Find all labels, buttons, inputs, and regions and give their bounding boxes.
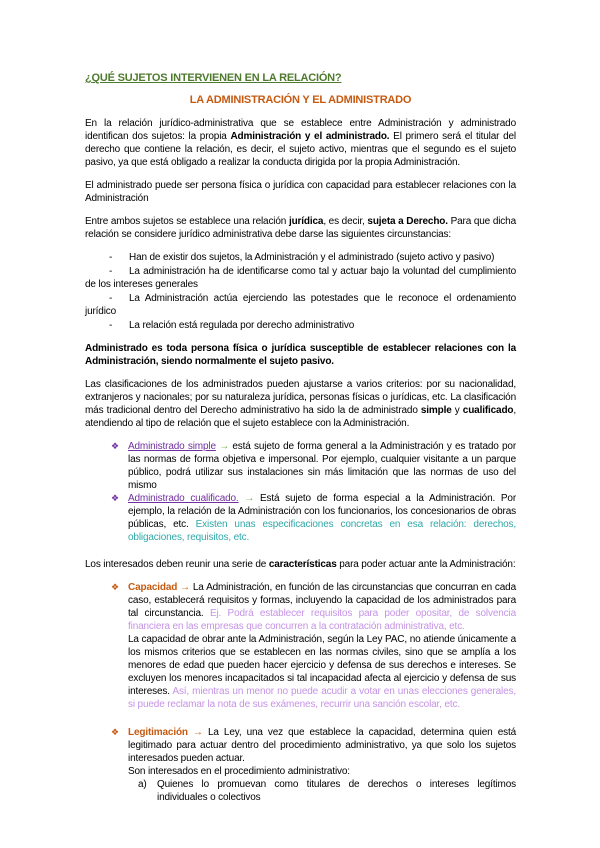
legitimacion-paragraph-2 xyxy=(128,765,516,778)
list-item-body xyxy=(128,726,516,804)
list-item xyxy=(85,292,516,318)
text-segment: La capacidad de obrar ante la Administración, según la Ley PAC, no atiende únicamente a los mismos criterios que se establecen en las normas civiles, sino que se amplía a los menores de edad que pueden hacer ejercicio y defensa de sus derechos e intereses. Se excluyen los menores incapacitados si tal incapacidad afecta al ejercicio y defensa de sus intereses. xyxy=(128,634,516,697)
text-segment: La Ley, una vez que establece la capacidad, determina quien está legitimado para actuar dentro del procedimiento administrativo, ya que solo los sujetos interesados pueden actuar. xyxy=(128,727,516,764)
text-segment: Capacidad xyxy=(128,582,178,593)
list-item-text: La relación está regulada por derecho administrativo xyxy=(129,320,355,331)
list-item-legitimacion xyxy=(111,726,516,804)
diamond-bullet-icon: ❖ xyxy=(111,441,119,451)
text-segment: Administrado cualificado. xyxy=(128,493,239,504)
dash-bullet: - xyxy=(109,293,113,304)
text-segment: En la relación jurídico-administrativa que se establece entre Administración y administrado identifican dos sujetos: la propia xyxy=(85,118,516,142)
capacidad-paragraph-1 xyxy=(128,581,516,633)
document-content xyxy=(85,72,516,818)
text-segment: Son interesados en el procedimiento administrativo: xyxy=(128,766,350,777)
dash-bullet: - xyxy=(109,252,113,263)
text-segment: → xyxy=(193,727,203,738)
text-segment: para poder actuar ante la Administración: xyxy=(336,559,516,570)
paragraph-clasificaciones xyxy=(85,378,516,430)
text-segment: Así, mientras un menor no puede acudir a votar en unas elecciones generales, si puede reclamar la nota de sus exámenes, recurrir una sanción escolar, etc. xyxy=(128,686,516,710)
text-segment: Ej. Podrá establecer requisitos para poder opositar, de solvencia financiera en las empresas que concurren a la contratación administrativa, etc. xyxy=(128,608,516,632)
list-tipos-administrado xyxy=(85,440,516,544)
legitimacion-paragraph-1 xyxy=(128,726,516,765)
paragraph-interesados-intro xyxy=(85,558,516,571)
text-segment: Está sujeto de forma especial a la Administración. Por ejemplo, la relación de la Administración con los funcionarios, los concesionarios de obras públicas, etc. xyxy=(128,493,516,530)
paragraph-definicion-administrado: Administrado es toda persona física o jurídica susceptible de establecer relaciones con la Administración, siendo normalmente el sujeto pasivo. xyxy=(85,343,516,367)
heading-main: LA ADMINISTRACIÓN Y EL ADMINISTRADO xyxy=(189,94,412,106)
text-segment: → xyxy=(244,493,255,504)
list-item-body xyxy=(128,581,516,711)
list-item-administrado-cualificado xyxy=(111,492,516,544)
text-segment: Las clasificaciones de los administrados pueden ajustarse a varios criterios: por su nacionalidad, extranjeros y nacionales; por su naturaleza jurídica, personas físicas o jurídicas, etc. La clasificación más tradicional dentro del Derecho administrativo ha sido la de administrado xyxy=(85,379,516,416)
lettered-item-label: a) xyxy=(138,779,147,790)
list-item-text xyxy=(128,492,516,544)
text-segment: características xyxy=(268,559,337,570)
text-segment: cualificado xyxy=(462,405,514,416)
text-segment: Para que dicha relación se considere jurídico administrativa debe darse las siguientes circunstancias: xyxy=(85,216,516,240)
text-segment: y xyxy=(451,405,463,416)
list-item-capacidad xyxy=(111,581,516,711)
dash-bullet: - xyxy=(109,266,113,277)
text-segment: Entre ambos sujetos se establece una relación xyxy=(85,216,289,227)
text-segment: Administración y el administrado. xyxy=(230,131,390,142)
dash-bullet: - xyxy=(109,320,113,331)
text-segment: La Administración, en función de las circunstancias que concurran en cada caso, establecerá requisitos y formas, incluyendo la capacidad de los administrados para tal circunstancia. xyxy=(128,582,516,619)
list-item xyxy=(85,265,516,291)
list-item-text: La administración ha de identificarse como tal y actuar bajo la voluntad del cumplimiento de los intereses generales xyxy=(85,266,516,290)
text-segment: , atendiendo al tipo de relación que el sujeto establece con la Administración. xyxy=(85,405,517,429)
paragraph-intro xyxy=(85,117,516,169)
text-segment: Legitimación xyxy=(128,727,188,738)
list-item-text: La Administración actúa ejerciendo las potestades que le reconoce el ordenamiento jurídico xyxy=(85,293,516,317)
diamond-bullet-icon: ❖ xyxy=(111,493,119,503)
paragraph-relacion-juridica xyxy=(85,215,516,241)
text-segment: sujeta a Derecho. xyxy=(367,216,448,227)
text-segment: → xyxy=(219,441,230,452)
capacidad-paragraph-2 xyxy=(128,633,516,711)
diamond-bullet-icon: ❖ xyxy=(111,727,119,737)
list-circunstancias xyxy=(85,251,516,332)
lettered-list-item xyxy=(138,778,516,804)
list-item-text: Han de existir dos sujetos, la Administración y el administrado (sujeto activo y pasivo) xyxy=(129,252,495,263)
list-caracteristicas xyxy=(85,581,516,804)
list-item xyxy=(85,319,516,332)
paragraph-administrado-persona: El administrado puede ser persona física o jurídica con capacidad para establecer relaciones con la Administración xyxy=(85,180,516,204)
diamond-bullet-icon: ❖ xyxy=(111,582,119,592)
text-segment: El primero será el titular del derecho que contiene la relación, es decir, el sujeto activo, mientras que el segundo es el sujeto pasivo, ya que está obligado a realizar la conducta dirigida por la propia Administración. xyxy=(85,131,516,168)
list-item-administrado-simple xyxy=(111,440,516,492)
list-item xyxy=(85,251,516,264)
text-segment: está sujeto de forma general a la Administración y es tratado por las normas de forma objetiva e impersonal. Por ejemplo, cualquier visitante a un parque público, podrá utilizar sus instalaciones sin más limitación que las normas de uso del mismo xyxy=(128,441,517,491)
text-segment: Administrado simple xyxy=(128,441,216,452)
text-segment: Los interesados deben reunir una serie de xyxy=(85,559,269,570)
heading-question: ¿QUÉ SUJETOS INTERVIENEN EN LA RELACIÓN? xyxy=(85,72,342,84)
text-segment: simple xyxy=(420,405,452,416)
lettered-item-text: Quienes lo promuevan como titulares de derechos o intereses legítimos individuales o colectivos xyxy=(157,779,516,803)
text-segment: Existen unas especificaciones concretas en esa relación: derechos, obligaciones, requisitos, etc. xyxy=(128,519,516,543)
text-segment: , es decir, xyxy=(323,216,368,227)
text-segment: → xyxy=(180,582,190,593)
text-segment: jurídica xyxy=(288,216,324,227)
list-item-text xyxy=(128,440,516,492)
